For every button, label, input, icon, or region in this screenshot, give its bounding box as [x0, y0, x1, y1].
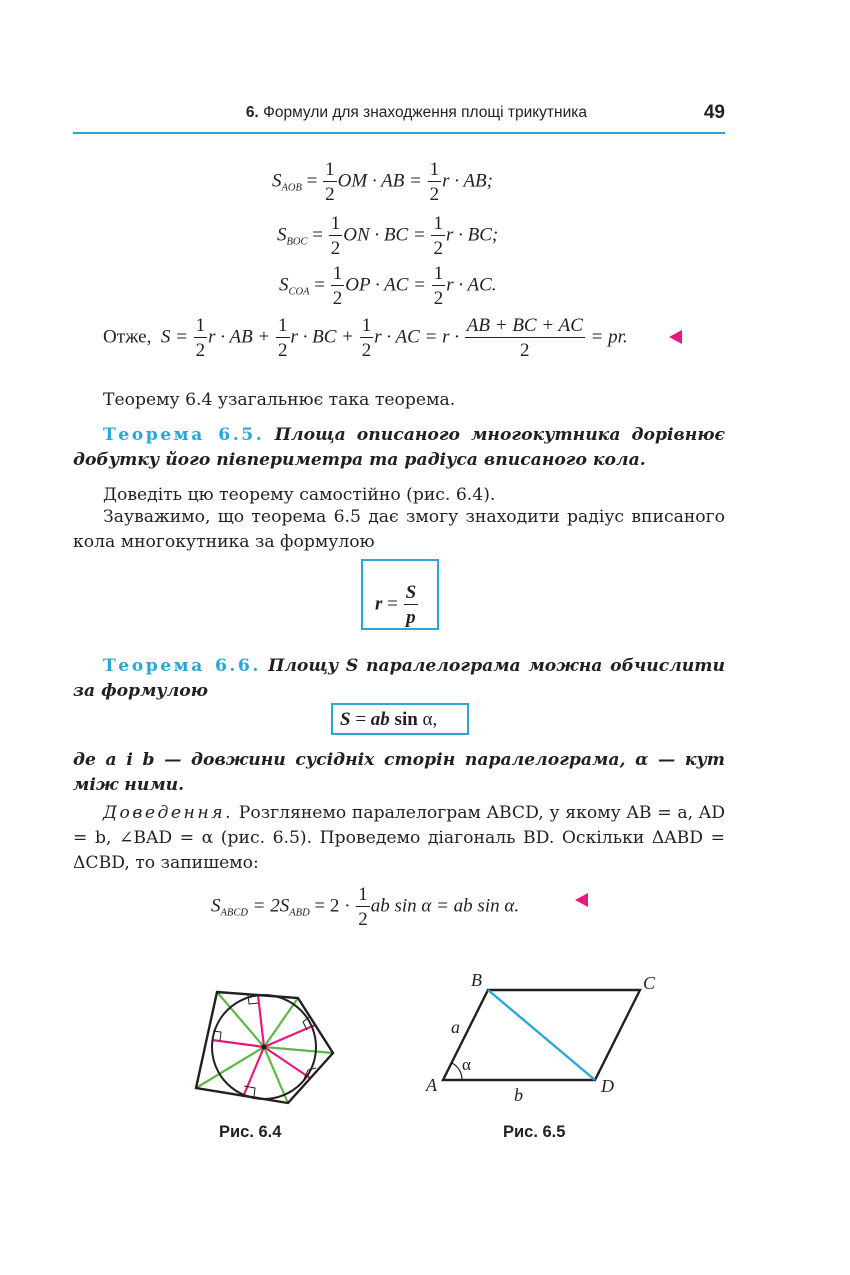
theorem-6-6: Теорема 6.6. Площу S паралелограма можна обчислити за формулою [73, 656, 725, 701]
bisector-line [264, 1047, 333, 1053]
diagonal-bd [488, 990, 595, 1080]
formula-boc: $S_{BOC}$ = $\frac{1}{2}$ ON · BC = $\frac{1}{2}$ r · BC; [277, 213, 499, 259]
angle-alpha-arc [452, 1063, 462, 1080]
formula-sum: Отже, S = $\frac{1}{2}$ r · AB + $\frac{1}{2}$ r · BC + $\frac{1}{2}$ r · AC = r · $\frac{AB + BC + AC}{2}$ = pr. [103, 315, 628, 361]
vertex-label-a: A [426, 1075, 437, 1095]
formula-box-radius: r = $\frac{S}{p}$ [361, 559, 439, 630]
side-label-b: b [514, 1085, 523, 1105]
section-title: 6. Формули для знаходження площі трикутника [245, 104, 587, 121]
paragraph-prove-self: Доведіть цю теорему самостійно (рис. 6.4). [103, 485, 496, 505]
figure-6-4-caption: Рис. 6.4 [219, 1123, 282, 1141]
figure-6-4-circumscribed-polygon [185, 985, 345, 1110]
paragraph-radius-note: Зауважимо, що теорема 6.5 дає змогу знаходити радіус вписаного кола многокутника за формулою [73, 507, 725, 552]
vertex-label-b: B [471, 970, 482, 990]
vertex-label-c: C [643, 973, 656, 993]
vertex-label-d: D [601, 1076, 614, 1096]
radius-line [212, 1040, 264, 1047]
angle-label-alpha: α [462, 1055, 471, 1074]
formula-aob: $S_{AOB}$ = $\frac{1}{2}$ OM · AB = $\frac{1}{2}$ r · AB; [272, 159, 493, 205]
end-of-proof-marker-2 [575, 893, 588, 907]
figure-6-5-parallelogram [420, 965, 670, 1115]
theorem-6-5: Теорема 6.5. Площа описаного многокутника дорівнює добутку його півпериметра та радіуса вписаного кола. [73, 425, 726, 470]
page-number: 49 [703, 102, 725, 123]
page-header [73, 98, 725, 134]
formula-coa: $S_{COA}$ = $\frac{1}{2}$ OP · AC = $\frac{1}{2}$ r · AC. [279, 263, 497, 309]
formula-final: $S_{ABCD} = 2S_{ABD} = 2$ · $\frac{1}{2}$ ab sin α = ab sin α. [211, 884, 520, 930]
radius-line [258, 995, 264, 1047]
end-of-proof-marker [669, 330, 682, 344]
center-point [262, 1045, 267, 1050]
theorem-6-6-continuation: де a і b — довжини сусідніх сторін паралелограма, α — кут між ними. [73, 750, 725, 795]
figure-6-5-caption: Рис. 6.5 [503, 1123, 566, 1141]
paragraph-generalization: Теорему 6.4 узагальнює така теорема. [103, 390, 456, 410]
formula-box-parallelogram: S = ab sin α, [331, 703, 469, 735]
bisector-line [196, 1047, 264, 1088]
side-label-a: a [451, 1017, 460, 1037]
proof-paragraph: Доведення. Розглянемо паралелограм ABCD, у якому AB = a, AD = b, ∠BAD = α (рис. 6.5). Проведемо діагональ BD. Оскільки ΔABD = ΔCBD, то запишемо: [73, 803, 725, 873]
